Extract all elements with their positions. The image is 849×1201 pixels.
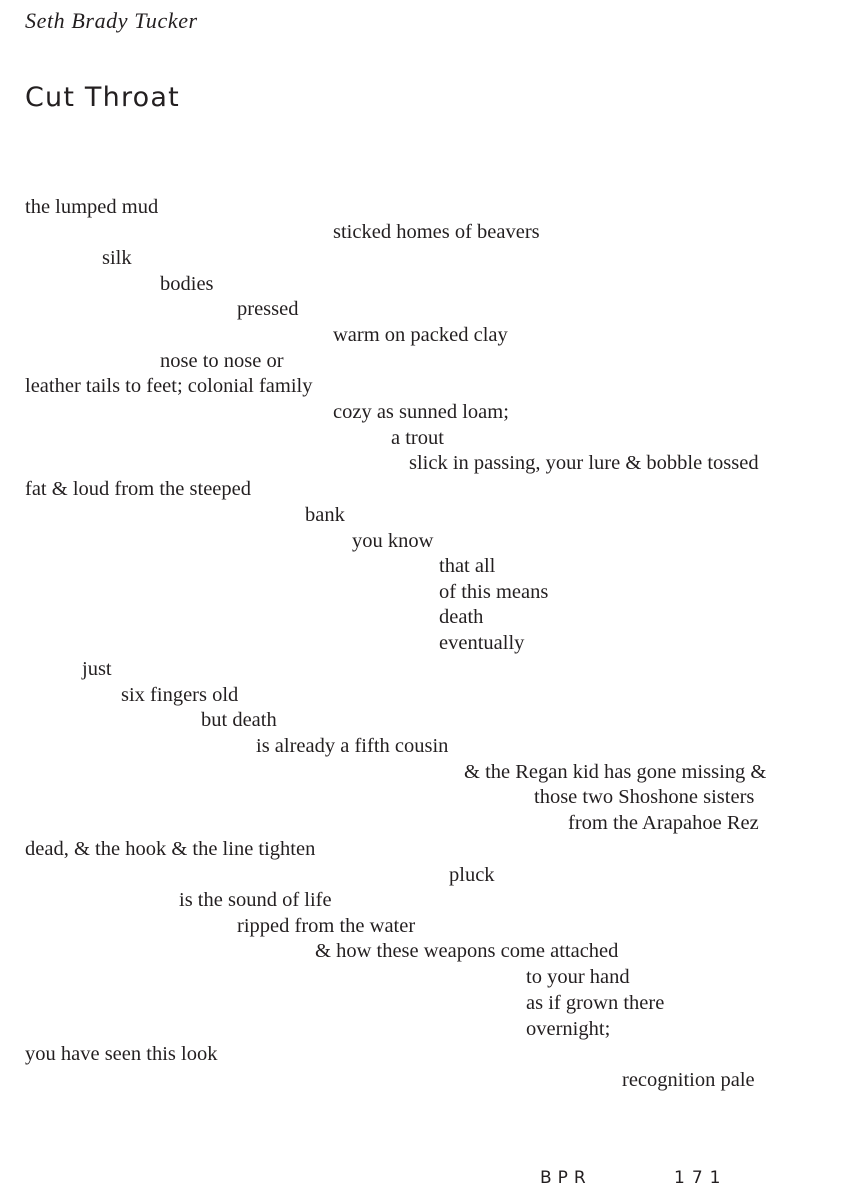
poem-line: bank [305, 504, 345, 526]
poem-line: but death [201, 709, 277, 731]
poem-line: those two Shoshone sisters [534, 786, 755, 808]
poem-line: you have seen this look [25, 1043, 218, 1065]
poem-line: of this means [439, 581, 549, 603]
poem-line: slick in passing, your lure & bobble tossed [409, 452, 759, 474]
poem-line: & how these weapons come attached [315, 940, 619, 962]
poem-line: dead, & the hook & the line tighten [25, 838, 316, 860]
poem-line: nose to nose or [160, 350, 284, 372]
poem-line: silk [102, 247, 132, 269]
poem-line: sticked homes of beavers [333, 221, 540, 243]
poem-line: is already a fifth cousin [256, 735, 449, 757]
poem-line: warm on packed clay [333, 324, 508, 346]
poem-line: that all [439, 555, 496, 577]
poem-line: you know [352, 530, 434, 552]
poem-line: cozy as sunned loam; [333, 401, 509, 423]
poem-line: ripped from the water [237, 915, 416, 937]
poem-line: death [439, 606, 484, 628]
poem-line: fat & loud from the steeped [25, 478, 252, 500]
poem-line: pluck [449, 864, 495, 886]
poem-line: leather tails to feet; colonial family [25, 375, 313, 397]
page-number: 171 [674, 1168, 728, 1188]
poem-line: recognition pale [622, 1069, 755, 1091]
poem-line: pressed [237, 298, 299, 320]
poem-line: bodies [160, 273, 214, 295]
poem-line: a trout [391, 427, 444, 449]
poem-line: is the sound of life [179, 889, 332, 911]
poem-line: to your hand [526, 966, 630, 988]
poem-line: eventually [439, 632, 525, 654]
journal-abbreviation: BPR [540, 1168, 592, 1188]
author-name: Seth Brady Tucker [25, 8, 198, 33]
poem-line: six fingers old [121, 684, 239, 706]
poem-line: the lumped mud [25, 196, 159, 218]
poem-line: as if grown there [526, 992, 665, 1014]
poem-line: from the Arapahoe Rez [568, 812, 759, 834]
poem-line: just [82, 658, 112, 680]
poem-line: & the Regan kid has gone missing & [464, 761, 767, 783]
poem-title: Cut Throat [25, 82, 180, 113]
poem-line: overnight; [526, 1018, 611, 1040]
